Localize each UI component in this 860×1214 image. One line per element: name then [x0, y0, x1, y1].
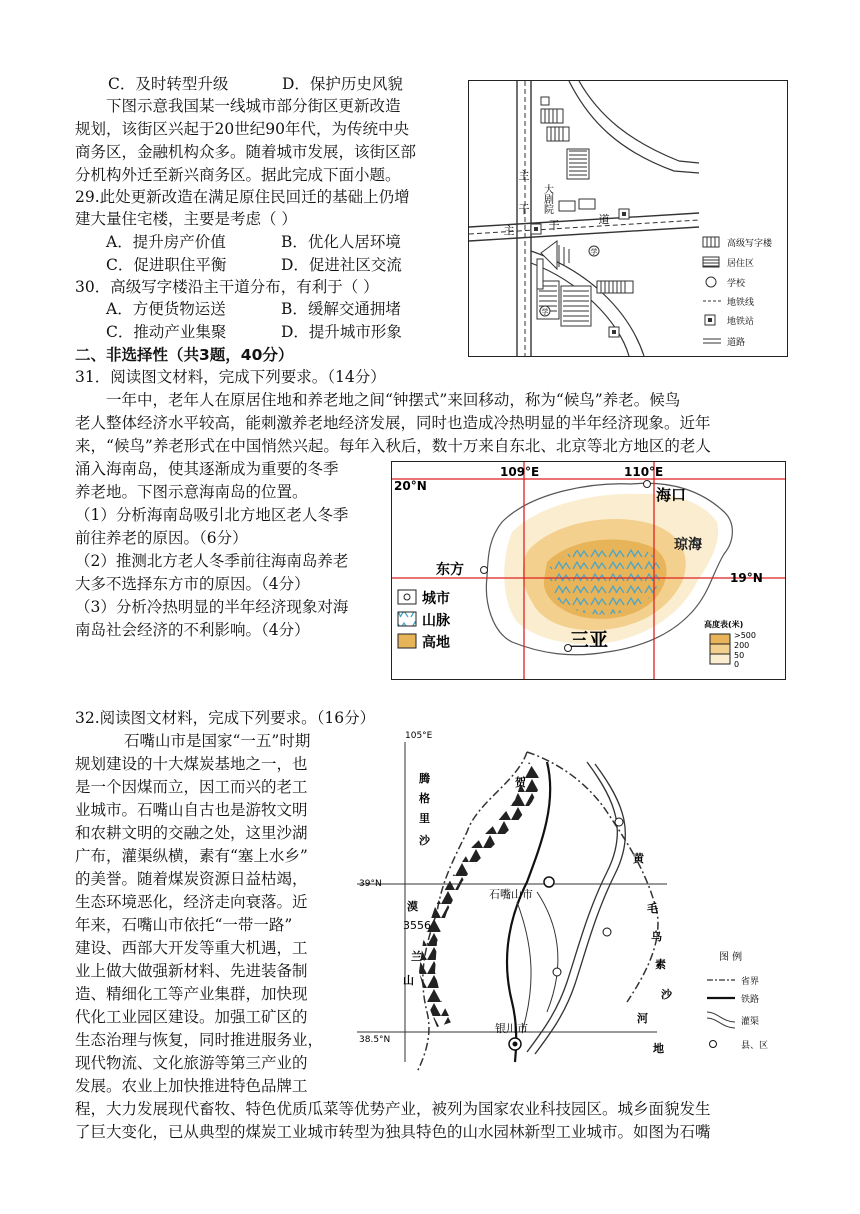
legend-office: 高级写字楼 — [727, 239, 773, 249]
legend-canal: 灌渠 — [741, 1017, 760, 1027]
city-shizuishan: 石嘴山市 — [489, 888, 533, 901]
intro-line: 下图示意我国某一线城市部分街区更新改造 — [106, 97, 401, 115]
q29-stem: 建大量住宅楼，主要是考虑（ ） — [75, 210, 297, 228]
q32-para: 造、精细化工等产业集群，加快现 — [75, 985, 308, 1003]
q29-stem: 29.此处更新改造在满足原住民回迁的基础上仍增 — [75, 188, 410, 206]
school-mark: 学 — [590, 248, 598, 256]
q32-para: 代化工业园区建设。加强工矿区的 — [75, 1008, 308, 1026]
hainan-map — [391, 461, 786, 680]
q31-sub2: 大多不选择东方市的原因。（4分） — [75, 575, 310, 593]
q32-para: 广布，灌渠纵横，素有“塞上水乡” — [75, 847, 308, 865]
q32-para: 是一个因煤而立，因工而兴的老工 — [75, 778, 308, 796]
q32-para: 程，大力发展现代畜牧、特色优质瓜菜等优势产业，被列为国家农业科技园区。城乡面貌发生 — [75, 1100, 711, 1118]
q30-option-b: B．缓解交通拥堵 — [281, 300, 401, 318]
q28-option-d: D．保护历史风貌 — [282, 75, 403, 93]
city-haikou: 海口 — [656, 486, 687, 504]
q31-para: 涌入海南岛，使其逐渐成为重要的冬季 — [75, 460, 339, 478]
q28-option-c: C．及时转型升级 — [108, 75, 229, 93]
main-road-label: 主 — [518, 169, 530, 182]
q30-option-a: A．方便货物运送 — [106, 300, 226, 318]
longitude-label: 109°E — [500, 465, 540, 479]
legend-city: 城市 — [422, 591, 450, 607]
tengger-desert-label: 漠 — [407, 900, 418, 913]
q32-para: 规划建设的十大煤炭基地之一，也 — [75, 755, 308, 773]
muus-desert-label: 沙 — [661, 988, 672, 1001]
q31-sub2: （2）推测北方老人冬季前往海南岛养老 — [75, 552, 349, 570]
elevation-label: 3556 — [403, 919, 431, 932]
main-road-label: 干 — [548, 219, 560, 232]
shizuishan-map — [357, 722, 785, 1082]
helan-label: 兰 — [411, 950, 422, 963]
q29-option-a: A．提升房产价值 — [106, 233, 226, 251]
latitude-label: 19°N — [730, 571, 763, 585]
intro-line: 分机构外迁至新兴商务区。据此完成下面小题。 — [75, 166, 401, 184]
muus-desert-label: 毛 — [647, 902, 658, 915]
latitude-label: 20°N — [394, 479, 427, 493]
tengger-desert-label: 里 — [419, 812, 430, 825]
latitude-label: 38.5°N — [359, 1035, 391, 1045]
q32-para: 发展。农业上加快推进特色品牌工 — [75, 1077, 308, 1095]
legend-highland: 高地 — [422, 635, 450, 651]
helan-label: 山 — [403, 974, 414, 987]
legend-road: 道路 — [727, 338, 746, 348]
legend-subway-line: 地铁线 — [727, 298, 755, 308]
city-qionghai: 琼海 — [674, 537, 702, 553]
theater-label: 剧 — [544, 195, 554, 206]
muus-desert-label: 素 — [655, 958, 666, 971]
elevation-value: 0 — [734, 660, 740, 669]
q32-para: 建设、西部大开发等重大机遇，工 — [75, 939, 308, 957]
q32-para: 现代物流、文化旅游等第三产业的 — [75, 1054, 308, 1072]
q31-para: 养老地。下图示意海南岛的位置。 — [75, 483, 308, 501]
legend-railway: 铁路 — [741, 995, 760, 1005]
theater-label: 大 — [544, 185, 554, 196]
q29-option-d: D．促进社区交流 — [281, 256, 402, 274]
city-sanya: 三亚 — [570, 629, 609, 651]
theater-label: 院 — [544, 205, 554, 216]
yellow-river-label: 河 — [637, 1012, 648, 1025]
legend-subway-station: 地铁站 — [727, 317, 755, 327]
longitude-label: 110°E — [624, 465, 664, 479]
city-yinchuan: 银川市 — [495, 1022, 528, 1035]
q32-para: 生态治理与恢复，同时推进服务业， — [75, 1031, 324, 1049]
tengger-desert-label: 格 — [419, 792, 430, 805]
legend-county: 县、区 — [741, 1041, 769, 1051]
main-road-label: 干 — [518, 203, 530, 216]
q32-para: 的美誉。随着煤炭资源日益枯竭， — [75, 870, 308, 888]
helan-label: 贺 — [515, 776, 526, 789]
street-plan-map — [468, 80, 788, 357]
longitude-label: 105°E — [405, 731, 433, 741]
q32-para: 生态环境恶化，经济走向衰落。近 — [75, 893, 308, 911]
city-dongfang: 东方 — [436, 562, 464, 578]
intro-line: 规划，该街区兴起于20世纪90年代，为传统中央 — [75, 120, 409, 138]
elevation-value: 50 — [734, 651, 745, 660]
q32-para: 年来，石嘴山市依托“一带一路” — [75, 916, 293, 934]
q31-para: 来，“候鸟”养老形式在中国悄然兴起。每年入秋后，数十万来自东北、北京等北方地区的老人 — [75, 437, 711, 455]
q31-para: 一年中，老年人在原居住地和养老地之间“钟摆式”来回移动，称为“候鸟”养老。候鸟 — [106, 391, 681, 409]
muus-desert-label: 乌 — [651, 930, 662, 943]
q32-para: 业上做大做强新材料、先进装备制 — [75, 962, 308, 980]
elevation-value: >500 — [734, 631, 756, 640]
main-road-label: 道 — [598, 213, 610, 226]
legend-title: 图 例 — [719, 952, 743, 963]
tengger-desert-label: 沙 — [419, 834, 430, 847]
q32-para: 业城市。石嘴山自古也是游牧文明 — [75, 801, 308, 819]
legend-school: 学校 — [727, 279, 746, 289]
q31-stem: 31．阅读图文材料，完成下列要求。（14分） — [75, 368, 386, 386]
q30-option-d: D．提升城市形象 — [281, 323, 402, 341]
q31-sub3: （3）分析冷热明显的半年经济现象对海 — [75, 598, 349, 616]
q29-option-b: B．优化人居环境 — [281, 233, 401, 251]
q31-sub1: （1）分析海南岛吸引北方地区老人冬季 — [75, 506, 349, 524]
muus-desert-label: 地 — [653, 1042, 664, 1055]
elevation-title: 高度表(米) — [704, 620, 744, 629]
q30-stem: 30．高级写字楼沿主干道分布，有利于（ ） — [75, 278, 379, 296]
tengger-desert-label: 腾 — [419, 772, 430, 785]
school-mark: 学 — [541, 308, 549, 316]
elevation-value: 200 — [734, 641, 750, 650]
q31-sub3: 南岛社会经济的不利影响。（4分） — [75, 621, 310, 639]
yellow-river-label: 黄 — [633, 852, 644, 865]
q32-para: 石嘴山市是国家“一五”时期 — [124, 732, 311, 750]
legend-residential: 居住区 — [727, 259, 755, 269]
q29-option-c: C．促进职住平衡 — [106, 256, 227, 274]
q31-sub1: 前往养老的原因。（6分） — [75, 529, 248, 547]
q32-para: 和农耕文明的交融之处，这里沙湖 — [75, 824, 308, 842]
q32-stem: 32.阅读图文材料，完成下列要求。（16分） — [75, 709, 376, 727]
q32-para: 了巨大变化，已从典型的煤炭工业城市转型为独具特色的山水园林新型工业城市。如图为石嘴 — [75, 1123, 711, 1141]
legend-border: 省界 — [741, 977, 760, 987]
q30-option-c: C．推动产业集聚 — [106, 323, 227, 341]
intro-line: 商务区，金融机构众多。随着城市发展，该街区部 — [75, 143, 417, 161]
main-road-label: 主 — [503, 224, 515, 237]
q31-para: 老人整体经济水平较高，能刺激养老地经济发展，同时也造成冷热明显的半年经济现象。近年 — [75, 414, 711, 432]
legend-range: 山脉 — [422, 613, 450, 629]
section-heading: 二、非选择性（共3题，40分） — [75, 346, 294, 364]
latitude-label: 39°N — [359, 879, 382, 889]
